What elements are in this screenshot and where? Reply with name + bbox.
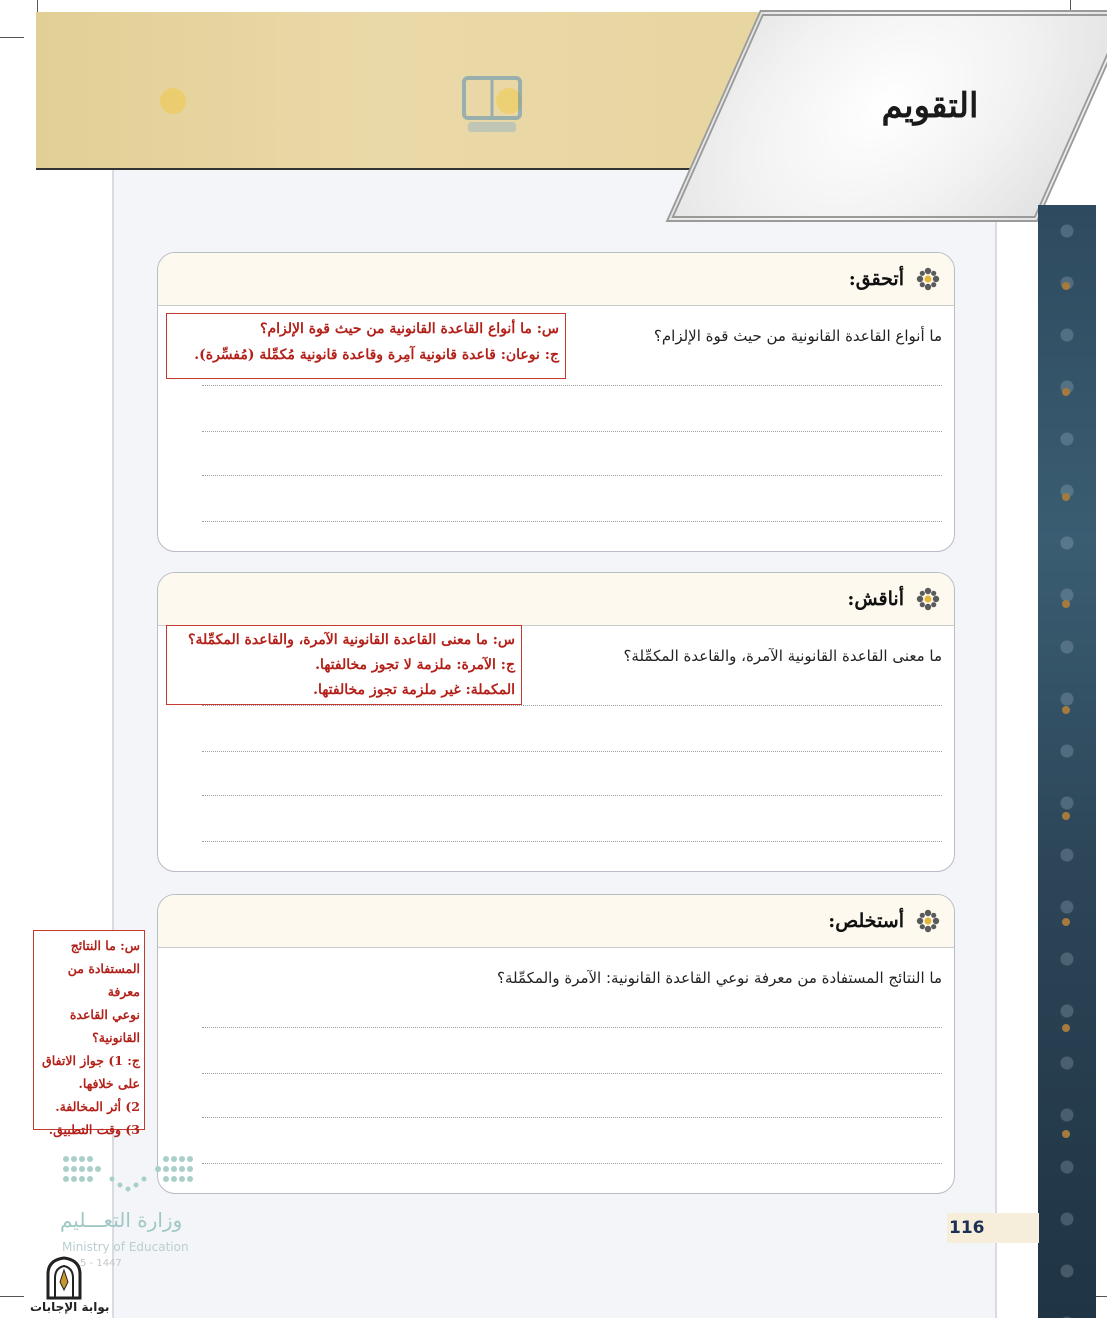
section-header	[158, 573, 954, 626]
answer-line	[202, 1073, 942, 1074]
answer-line	[202, 841, 942, 842]
flower-icon	[916, 587, 940, 611]
section-header	[158, 253, 954, 306]
ministry-name-arabic: وزارة التعـــليم	[60, 1208, 183, 1232]
page-title: التقويم	[881, 86, 979, 126]
page-number: 116	[947, 1213, 1039, 1243]
decorative-dot	[1062, 388, 1070, 396]
page-border-right	[995, 168, 997, 1318]
question-text: ما النتائج المستفادة من معرفة نوعي القاعدة القانونية: الآمرة والمكمِّلة؟	[496, 969, 942, 987]
answer-line	[202, 1027, 942, 1028]
page-border-left	[112, 168, 114, 1318]
decorative-dot	[1062, 600, 1070, 608]
decorative-dot	[1062, 706, 1070, 714]
answer-line-text: القانونية؟	[92, 1030, 140, 1045]
handwritten-answer-box	[166, 313, 566, 379]
section-discuss	[157, 572, 955, 872]
flower-icon	[916, 909, 940, 933]
answer-line	[202, 795, 942, 796]
answer-line	[202, 521, 942, 522]
answer-line-text: ج: الآمرة: ملزمة لا تجوز مخالفتها.	[315, 657, 515, 673]
answer-line	[202, 385, 942, 386]
section-conclude	[157, 894, 955, 1194]
ministry-year: 5 - 1447	[80, 1258, 122, 1269]
section-heading: أستخلص:	[828, 910, 904, 932]
section-verify	[157, 252, 955, 552]
question-text: ما أنواع القاعدة القانونية من حيث قوة الإلزام؟	[653, 327, 942, 345]
answer-line-text: على خلافها.	[78, 1076, 140, 1091]
answer-line	[202, 1163, 942, 1164]
flower-icon	[916, 267, 940, 291]
answer-line-text: 3) وقت التطبيق.	[48, 1122, 140, 1137]
answer-line-text: س: ما أنواع القاعدة القانونية من حيث قوة الإلزام؟	[260, 321, 559, 337]
answer-line-text: ج: نوعان: قاعدة قانونية آمِرة وقاعدة قانونية مُكمِّلة (مُفسِّرة).	[194, 347, 559, 363]
ministry-name-english: Ministry of Education	[62, 1240, 189, 1254]
decorative-dot	[1062, 282, 1070, 290]
answer-line-text: 2) أثر المخالفة.	[55, 1099, 140, 1114]
answer-line-text: نوعي القاعدة	[69, 1007, 140, 1022]
answer-line-text: المكملة: غير ملزمة تجوز مخالفتها.	[313, 682, 515, 698]
header-banner	[36, 12, 796, 170]
book-watermark-icon	[454, 64, 530, 140]
answer-line-text: س: ما معنى القاعدة القانونية الآمرة، والقاعدة المكمِّلة؟	[188, 632, 515, 648]
crop-mark	[0, 37, 24, 38]
ministry-logo-icon	[62, 1155, 198, 1195]
question-text: ما معنى القاعدة القانونية الآمرة، والقاعدة المكمِّلة؟	[623, 647, 942, 665]
handwritten-answer-box-side	[33, 930, 145, 1137]
decorative-dot	[1062, 812, 1070, 820]
portal-logo-icon[interactable]	[44, 1256, 84, 1300]
answer-line	[202, 431, 942, 432]
decorative-dot	[1062, 493, 1070, 501]
handwritten-answer-box	[166, 625, 522, 705]
decorative-dot	[160, 88, 186, 114]
answer-line	[202, 751, 942, 752]
section-heading: أناقش:	[847, 588, 904, 610]
section-header	[158, 895, 954, 948]
answer-line-text: ج: 1) جواز الاتفاق	[42, 1053, 140, 1068]
portal-label[interactable]: بوابة الإجابات	[30, 1300, 110, 1314]
crop-mark	[0, 1296, 24, 1297]
section-heading: أتحقق:	[848, 268, 904, 290]
decorative-dot	[1062, 918, 1070, 926]
answer-line-text: المستفادة من معرفة	[67, 961, 140, 999]
answer-line	[202, 705, 942, 706]
decorative-side-strip	[1038, 205, 1096, 1318]
answer-line-text: س: ما النتائج	[70, 938, 140, 953]
decorative-dot	[1062, 1130, 1070, 1138]
answer-line	[202, 475, 942, 476]
decorative-dot	[1062, 1024, 1070, 1032]
answer-line	[202, 1117, 942, 1118]
